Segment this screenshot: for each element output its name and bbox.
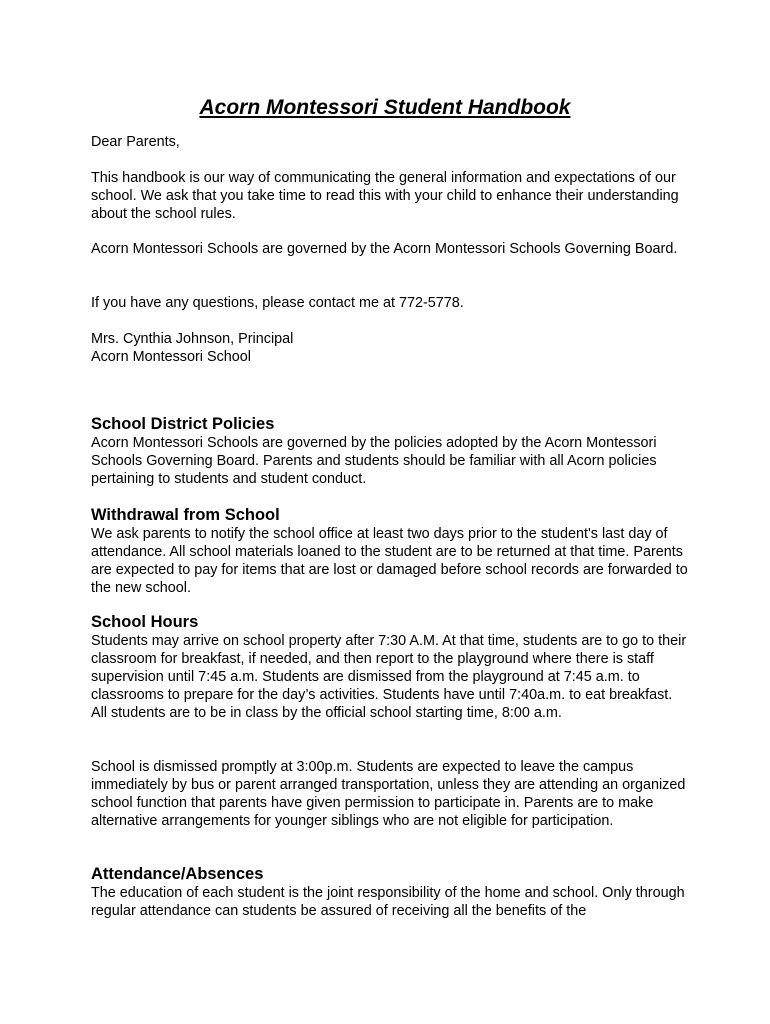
document-title: Acorn Montessori Student Handbook <box>199 96 571 119</box>
intro-paragraph-3: If you have any questions, please contact me at 772-5778. <box>91 295 464 311</box>
section-paragraph-school-hours-2: School is dismissed promptly at 3:00p.m. Students are expected to leave the campus immediately by bus or parent arranged transportation, unless they are attending an organized school function that parents have given permission to participate in. Parents are to make alternative arrangements for younger siblings who are not eligible for participation. <box>91 759 686 829</box>
section-heading-withdrawal: Withdrawal from School <box>91 506 280 524</box>
section-paragraph-withdrawal: We ask parents to notify the school office at least two days prior to the student's last day of attendance. All school materials loaned to the student are to be returned at that time. Parents are expected to pay for items that are lost or damaged before school records are forwarded to the new school. <box>91 526 688 596</box>
section-heading-district-policies: School District Policies <box>91 415 275 433</box>
signature-school: Acorn Montessori School <box>91 349 251 365</box>
intro-paragraph-1: This handbook is our way of communicating the general information and expectations of our school. We ask that you take time to read this with your child to enhance their understanding about the school rules. <box>91 170 679 222</box>
intro-paragraph-2: Acorn Montessori Schools are governed by the Acorn Montessori Schools Governing Board. <box>91 241 678 257</box>
section-paragraph-school-hours-1: Students may arrive on school property after 7:30 A.M. At that time, students are to go to their classroom for breakfast, if needed, and then report to the playground where there is staff supervision until 7:45 a.m. Students are dismissed from the playground at 7:45 a.m. to classrooms to prepare for the day’s activities. Students have until 7:40a.m. to eat breakfast. All students are to be in class by the official school starting time, 8:00 a.m. <box>91 633 687 721</box>
signature-name: Mrs. Cynthia Johnson, Principal <box>91 331 294 347</box>
section-paragraph-attendance: The education of each student is the joint responsibility of the home and school. Only through regular attendance can students be assured of receiving all the benefits of the <box>91 885 685 919</box>
salutation: Dear Parents, <box>91 134 180 150</box>
section-heading-school-hours: School Hours <box>91 613 199 631</box>
section-heading-attendance: Attendance/Absences <box>91 865 264 883</box>
section-paragraph-district-policies: Acorn Montessori Schools are governed by the policies adopted by the Acorn Montessori Schools Governing Board. Parents and students should be familiar with all Acorn policies pertaining to students and student conduct. <box>91 435 657 487</box>
